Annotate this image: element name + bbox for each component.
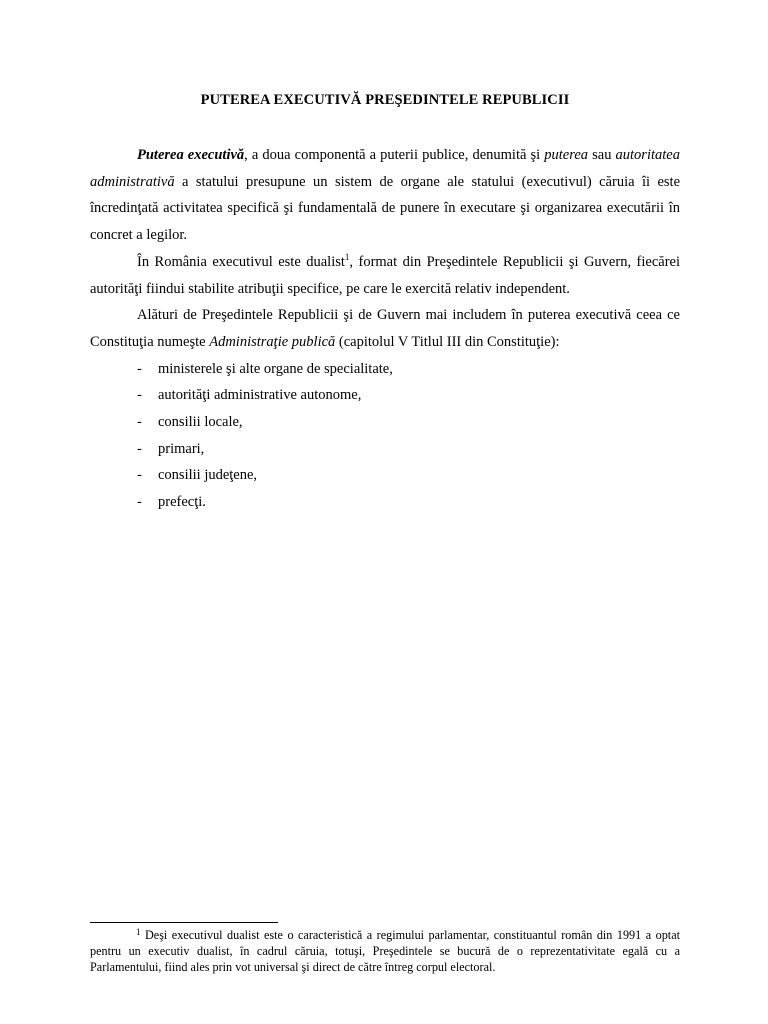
paragraph3-italic-a: Administraţie publică <box>209 333 336 350</box>
list-item <box>90 489 680 516</box>
paragraph-executive-power <box>90 142 680 249</box>
paragraph1-italic-b: autoritatea administrativă <box>90 147 680 190</box>
paragraph1-text-b: sau <box>588 147 616 163</box>
paragraph1-text-c: a statului presupune un sistem de organe ale statului (executivul) căruia îi este încredinţată activitatea specifică şi fundamentală de punere în executare şi organizarea executării în concret a legilor. <box>90 173 680 244</box>
term-executive-power: Puterea executivă <box>137 147 245 163</box>
list-item <box>90 462 680 489</box>
list-item <box>90 382 680 409</box>
list-item <box>90 356 680 383</box>
body-text <box>90 142 680 516</box>
list-dash: - <box>137 387 142 404</box>
paragraph1-italic-a: puterea <box>544 147 589 163</box>
list-item-text: autorităţi administrative autonome, <box>158 387 362 404</box>
footnote-number: 1 <box>136 927 141 937</box>
list-dash: - <box>137 440 142 457</box>
paragraph2-text-b: , format din Preşedintele Republicii şi Guvern, fiecărei autorităţi fiindui stabilite atribuţii specifice, pe care le exercită relativ independent. <box>90 253 680 297</box>
list-item <box>90 436 680 463</box>
page-title: PUTEREA EXECUTIVĂ PREŞEDINTELE REPUBLICII <box>200 92 570 108</box>
footnote-reference[interactable]: 1 <box>344 251 350 262</box>
list-item-text: ministerele şi alte organe de specialitate, <box>158 360 393 377</box>
paragraph1-text-a: , a doua componentă a puterii publice, denumită şi <box>244 147 545 163</box>
executive-bodies-list <box>90 356 680 516</box>
footnote-separator <box>90 922 278 923</box>
list-item-text: consilii judeţene, <box>158 467 258 484</box>
list-dash: - <box>137 414 142 431</box>
list-dash: - <box>137 494 142 511</box>
list-dash: - <box>137 360 142 377</box>
list-dash: - <box>137 467 142 484</box>
paragraph3-text-a: Alături de Preşedintele Republicii şi de Guvern mai includem în puterea executivă ceea ce Constituţia numeşte <box>90 307 680 350</box>
list-item <box>90 409 680 436</box>
footnote-text: Deşi executivul dualist este o caracteristică a regimului parlamentar, constituantul român din 1991 a optat pentru un executiv dualist, în cadrul căruia, totuşi, Preşedintele se bucură de o reprezentativitate egală cu a Parlamentului, fiind ales prin vot universal şi direct de către întreg corpul electoral. <box>90 928 680 974</box>
paragraph-dualist-executive <box>90 249 680 302</box>
paragraph-public-administration <box>90 302 680 355</box>
list-item-text: primari, <box>158 440 205 457</box>
paragraph2-text-a: În România executivul este dualist <box>137 253 345 270</box>
footnote <box>90 928 680 975</box>
paragraph3-text-b: (capitolul V Titlul III din Constituţie): <box>335 333 560 350</box>
list-item-text: prefecţi. <box>158 494 206 511</box>
list-item-text: consilii locale, <box>158 414 243 431</box>
